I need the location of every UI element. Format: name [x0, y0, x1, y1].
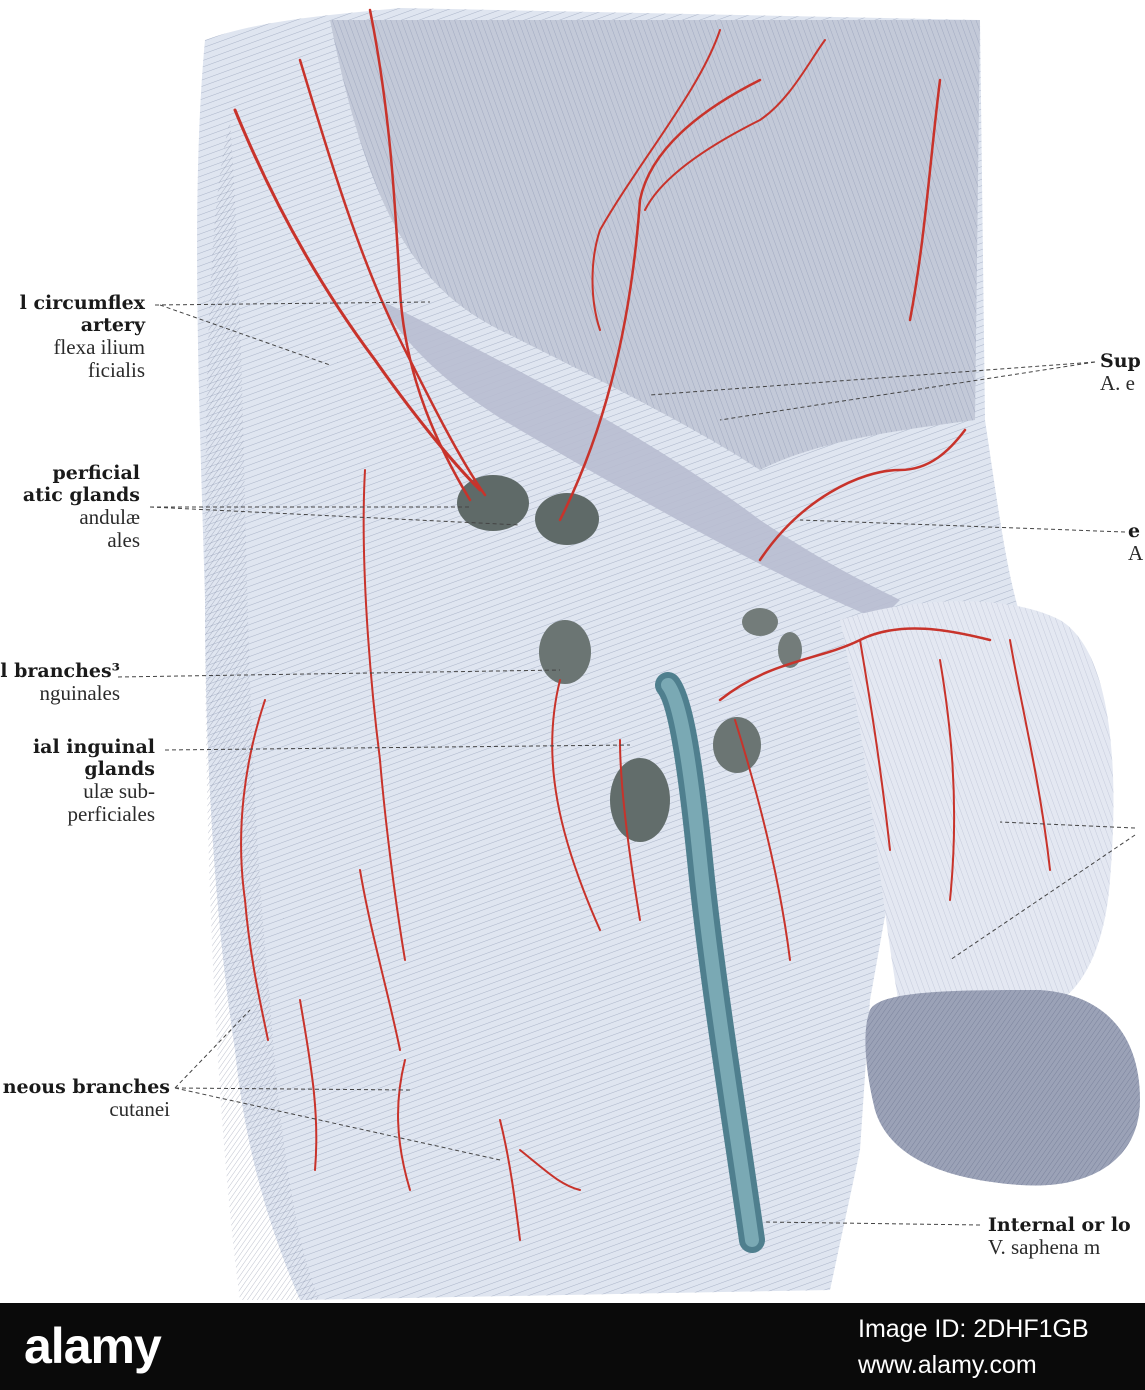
- label-external-pudendal-artery: [1128, 520, 1143, 565]
- label-superficial-circumflex-iliac-artery: [20, 292, 145, 382]
- alamy-logo: alamy: [24, 1318, 161, 1374]
- label-line: neous branches: [2, 1076, 170, 1098]
- label-latin: A: [1128, 541, 1144, 565]
- label-line: l circumflex: [19, 292, 145, 314]
- label-saphenous-vein: [988, 1214, 1131, 1259]
- label-inguinal-branches: [0, 660, 120, 705]
- watermark-url: www.alamy.com: [858, 1351, 1037, 1379]
- external-genitalia: [840, 601, 1140, 1185]
- label-line: artery: [80, 314, 145, 336]
- lymph-gland: [742, 608, 778, 636]
- lymph-gland: [610, 758, 670, 842]
- label-latin: andulæ: [79, 505, 140, 529]
- label-latin: ales: [107, 528, 140, 552]
- label-latin: ficialis: [87, 358, 145, 382]
- label-latin: A. e: [1100, 371, 1135, 395]
- label-line: ial inguinal: [32, 736, 155, 758]
- label-superficial-lymphatic-glands: [23, 462, 140, 552]
- label-line: e: [1128, 520, 1141, 542]
- label-latin: perficiales: [67, 802, 155, 826]
- label-superficial-inguinal-glands: [33, 736, 155, 826]
- label-line: Sup: [1100, 350, 1141, 372]
- image-id: Image ID: 2DHF1GB: [858, 1315, 1089, 1343]
- label-line: glands: [84, 758, 155, 780]
- label-latin: nguinales: [39, 681, 120, 705]
- label-line: Internal or lo: [988, 1214, 1131, 1236]
- lymph-gland: [539, 620, 591, 684]
- label-line: l branches³: [0, 660, 120, 682]
- label-superficial-epigastric-artery: [1100, 350, 1141, 395]
- lymph-gland: [535, 493, 599, 545]
- label-latin: ulæ sub-: [83, 779, 155, 803]
- label-latin: cutanei: [109, 1097, 170, 1121]
- label-latin: flexa ilium: [53, 335, 145, 359]
- label-line: perficial: [52, 462, 140, 484]
- label-line: atic glands: [22, 484, 140, 506]
- label-latin: V. saphena m: [988, 1235, 1101, 1259]
- label-cutaneous-branches: [3, 1076, 170, 1121]
- watermark-bar: [0, 1303, 1145, 1390]
